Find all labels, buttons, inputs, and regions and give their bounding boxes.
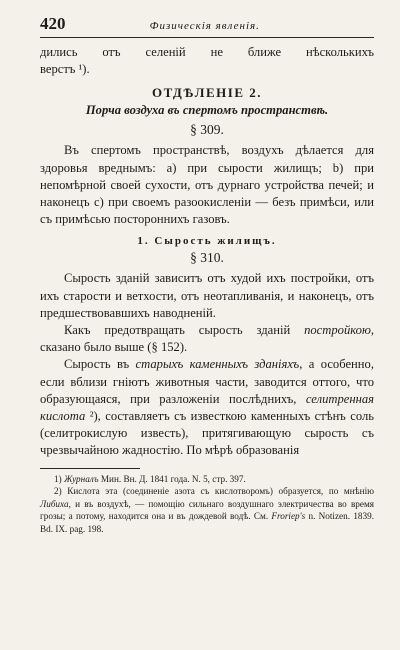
- text-run: , а особенно, если вблизи гніютъ животныя части, заводится оттого, что образующаяся, при разложеніи послѣднихъ,: [40, 357, 374, 406]
- paragraph-310-2: [40, 322, 374, 356]
- paragraph-309: Въ спертомъ пространствѣ, воздухъ дѣлается для здоровья вреднымъ: a) при сырости жилищъ; b) при непомѣрной своей сухости, отъ дурнаго устройства печей; и наконецъ c) при своемъ разоокисленіи — безъ примѣси, или съ примѣсью постороннихъ газовъ.: [40, 143, 374, 227]
- running-head: [40, 14, 374, 34]
- text-run: n. Notizen. 1839. Bd. IX. pag. 198.: [40, 511, 374, 534]
- footnote-1: [40, 473, 374, 486]
- text-run: 1): [54, 473, 64, 484]
- paragraph-number: § 309.: [190, 122, 224, 138]
- italic-run: Журналъ: [63, 473, 99, 484]
- header-rule: [40, 37, 374, 38]
- paragraph-310-3: [40, 356, 374, 459]
- text-run: Какъ предотвращать сырость зданій: [64, 323, 305, 338]
- footnotes: [40, 473, 374, 536]
- italic-run: Либиха: [40, 498, 69, 509]
- section-subtitle: Порча воздуха въ спертомъ пространствѣ.: [85, 103, 329, 118]
- running-title: Физическія явленія.: [149, 20, 260, 32]
- footnote-rule: [40, 468, 140, 469]
- italic-run: старыхъ каменныхъ зданіяхъ: [135, 357, 300, 372]
- footnote-2: [40, 485, 374, 535]
- text-run: Мин. Вн. Д. 1841 года. N. 5, стр. 397.: [98, 473, 246, 484]
- continuation-text: [40, 44, 374, 78]
- text-run: 2) Кислота эта (соединеніе азота съ кислотворомъ) образуется, по мнѣнію: [54, 486, 374, 497]
- continuation-line: дились отъ селеній не ближе нѣсколькихъ: [40, 45, 374, 59]
- section-title: ОТДѢЛЕНІЕ 2.: [151, 85, 263, 101]
- subsection-title: 1. Сырость жилищъ.: [137, 235, 277, 248]
- text-run: , и въ воздухѣ, — помощію сильнаго воздушнаго электричества во время грозы; а потому, находится она и въ дождевой водѣ. См.: [40, 498, 374, 522]
- italic-run: селитренная кислота: [40, 391, 374, 424]
- text-run: Сырость въ: [64, 357, 136, 372]
- paragraph-310-1: Сырость зданій зависитъ отъ худой ихъ постройки, отъ ихъ старости и ветхости, отъ неотапливанія, и наконецъ, отъ предшествовавшихъ наводненій.: [40, 271, 374, 320]
- paragraph-number: § 310.: [190, 250, 224, 266]
- text-run: ²), составляетъ съ известкою каменныхъ стѣнъ соль (селитрокислую известь), притягивающую сырость съ чрезвычайною жадностію. По мѣрѣ образованія: [40, 409, 374, 458]
- page-number: 420: [40, 14, 66, 33]
- italic-run: Froriep's: [271, 511, 306, 522]
- continuation-line: верстъ ¹).: [40, 62, 90, 77]
- italic-run: постройкою: [304, 323, 371, 338]
- text-run: , сказано было выше (§ 152).: [40, 323, 374, 355]
